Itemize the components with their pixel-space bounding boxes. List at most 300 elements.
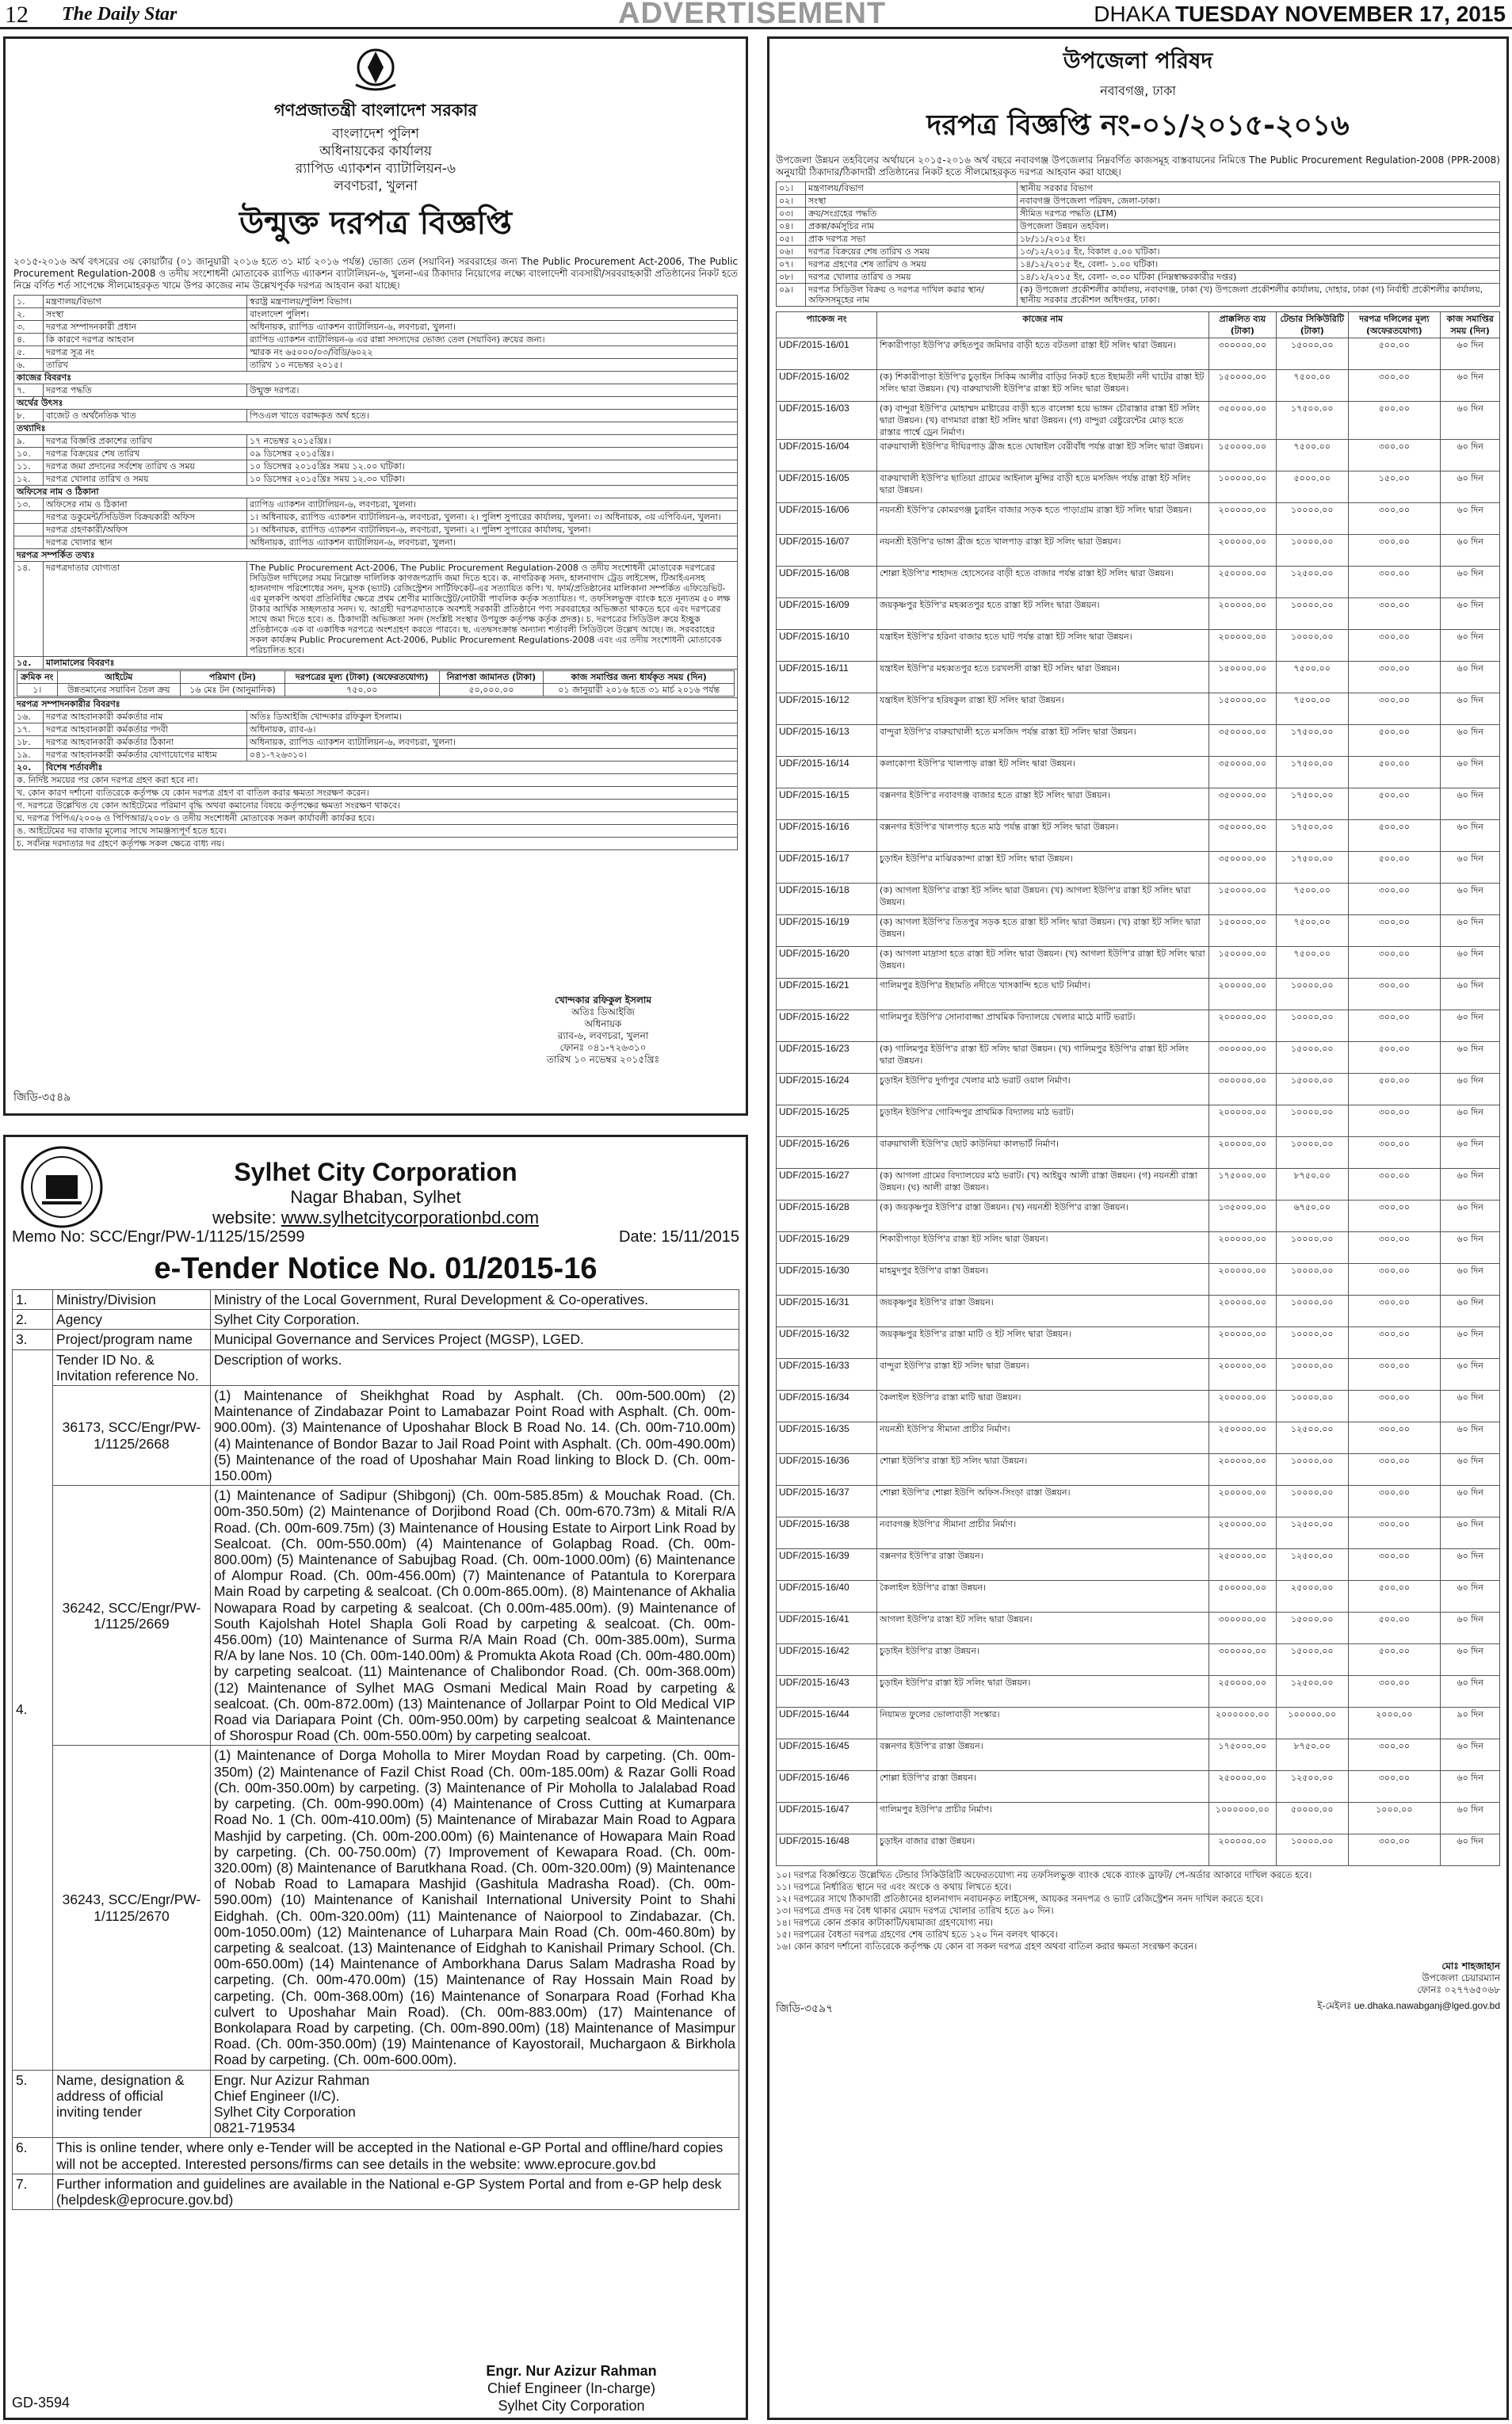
cell: প্রকল্প/কর্মসূচির নাম <box>806 220 1018 233</box>
package-cell: জয়কৃষ্ণপুর ইউপি'র রাস্তা মাটি ও ইট সলিং দ্বারা উন্নয়ন। <box>877 1327 1209 1359</box>
package-row <box>777 884 1500 915</box>
package-cell: ৩৫০০০০.০০ <box>1208 788 1276 820</box>
cell-num: ৮. <box>14 410 44 422</box>
package-cell: UDF/2015-16/26 <box>777 1137 877 1169</box>
package-cell: কৈলাইল ইউপি'র রাস্তা উন্নয়ন। <box>877 1581 1209 1613</box>
package-cell: UDF/2015-16/25 <box>777 1105 877 1137</box>
package-cell: ১০০০০.০০ <box>1277 535 1348 567</box>
cell: দরপত্র বিক্রয়ের শেষ তারিখ ও সময় <box>806 246 1018 258</box>
package-cell: UDF/2015-16/27 <box>777 1169 877 1201</box>
package-cell: UDF/2015-16/40 <box>777 1581 877 1613</box>
cell-num: ১১. <box>14 460 44 473</box>
package-cell: ৩০০.০০ <box>1348 1834 1441 1866</box>
package-cell: ২০০০০০.০০ <box>1208 1359 1276 1391</box>
package-row <box>777 440 1500 471</box>
package-cell: ৬০ দিন <box>1441 1264 1500 1296</box>
note-line: ১১। দরপত্রে নির্ধারিত স্থানে দর এবং অংকে ও কথায় লিখতে হবে। <box>776 1881 1012 1892</box>
package-cell: ২০০০০০.০০ <box>1208 1834 1276 1866</box>
package-cell: UDF/2015-16/19 <box>777 915 877 947</box>
cell: 3. <box>13 1330 53 1349</box>
cell: সীমিত দরপত্র পদ্ধতি (LTM) <box>1018 208 1500 220</box>
cell-num: ১৪. <box>14 562 44 657</box>
package-cell: ৬০ দিন <box>1441 725 1500 757</box>
cell: ০২। <box>777 195 806 208</box>
cell-value: উন্মুক্ত দরপত্র। <box>247 384 738 397</box>
package-cell: ৩০০.০০ <box>1348 503 1441 535</box>
cell-num: ১৬. <box>14 711 44 723</box>
package-cell: ৬০ দিন <box>1441 788 1500 820</box>
package-cell: ৬০ দিন <box>1441 1613 1500 1644</box>
tender-id: 36242, SCC/Engr/PW-1/1125/2669 <box>53 1486 211 1746</box>
package-cell: ৫০০.০০ <box>1348 1644 1441 1676</box>
cell: ০৬। <box>777 246 806 258</box>
cell: Ministry of the Local Government, Rural Development & Co-operatives. <box>211 1290 739 1310</box>
package-cell: ২৫০০০০.০০ <box>1208 1422 1276 1454</box>
special-condition: গ. দরপত্রে উল্লেখিত যে কোন আইটেমের পরিমাণ বৃদ্ধি অথবা কমানোর বিষয়ে কর্তৃপক্ষের ক্ষমতা সংরক্ষণ থাকবে। <box>14 800 738 812</box>
cell-value: ০৯ ডিসেম্বর ২০১৫খ্রিঃ। <box>247 448 738 460</box>
cell: দরপত্র খোলার তারিখ ও সময় <box>806 271 1018 284</box>
table-row <box>13 2174 739 2209</box>
package-cell: ৬০ দিন <box>1441 662 1500 693</box>
package-cell: ১৭৫০০.০০ <box>1277 852 1348 884</box>
package-cell: ৩০০.০০ <box>1348 440 1441 471</box>
package-cell: ১৩৫০০০.০০ <box>1208 1201 1276 1232</box>
package-row <box>777 979 1500 1010</box>
cell: মন্ত্রণালয়/বিভাগ <box>806 182 1018 195</box>
package-cell: ৬০ দিন <box>1441 1739 1500 1771</box>
cell: ০৯। <box>777 284 806 307</box>
package-cell: ১২৫০০.০০ <box>1277 1549 1348 1581</box>
package-cell: বক্সনগর ইউপি'র রাস্তা উন্নয়ন। <box>877 1739 1209 1771</box>
goods-header-cell: কাজ সমাপ্তির জন্য ধার্যকৃত সময় (দিন) <box>544 671 735 684</box>
section-heading <box>14 397 738 410</box>
upazila-package-table <box>776 311 1500 1866</box>
package-cell: ৫০০.০০ <box>1348 852 1441 884</box>
table-row <box>14 359 738 372</box>
package-row <box>777 1771 1500 1803</box>
package-cell: ৩০০.০০ <box>1348 1232 1441 1264</box>
package-cell: বান্দুরা ইউপি'র বারুয়াখালী হতে মসজিদ পর্যন্ত রাস্তা ইট সলিং দ্বারা উন্নয়ন। <box>877 725 1209 757</box>
package-cell: ৬০ দিন <box>1441 1359 1500 1391</box>
upazila-email[interactable]: ই-মেইলঃ ue.dhaka.nawabganj@lged.gov.bd <box>1317 2000 1500 2011</box>
table-row <box>14 723 738 736</box>
header-date-text: TUESDAY NOVEMBER 17, 2015 <box>1174 2 1506 26</box>
package-cell: বান্দুরা ইউপি'র রাস্তা ইট সলিং দ্বারা উন্নয়ন। <box>877 1359 1209 1391</box>
package-cell: ১২৫০০.০০ <box>1277 1676 1348 1708</box>
package-cell: ৩০০.০০ <box>1348 947 1441 979</box>
package-cell: আগলা ইউপি'র রাস্তা ইট সলিং দ্বারা উন্নয়ন। <box>877 1613 1209 1644</box>
package-cell: ৩০০.০০ <box>1348 1105 1441 1137</box>
package-cell: ৬০ দিন <box>1441 884 1500 915</box>
table-row <box>14 800 738 812</box>
special-condition: ঘ. দরপত্র পিপিএ/২০০৬ ও পিপিআর/২০০৮ ও তদীয় সংশোধনী মোতাবেক সকল কার্যাবলী কার্যকর হবে। <box>14 812 738 825</box>
package-cell: বক্সনগর ইউপি'র নবাবগঞ্জ বাজার হতে রাস্তা ইট সলিং দ্বারা উন্নয়ন। <box>877 788 1209 820</box>
goods-header-cell: পরিমাণ (টন) <box>181 671 285 684</box>
sig-line: Engr. Nur Azizur Rahman <box>486 2363 657 2379</box>
package-cell: শিকারীপাড়া ইউপি'র রাস্তা ইট সলিং দ্বারা উন্নয়ন। <box>877 1232 1209 1264</box>
special-condition: চ. সর্বনিম্ন দরদাতার দর গ্রহণে কর্তৃপক্ষ সকল ক্ষেত্রে বাধ্য নয়। <box>14 838 738 850</box>
package-row <box>777 788 1500 820</box>
package-cell: চুড়াইন ইউপি'র রাস্তা ইট সলিং দ্বারা উন্নয়ন। <box>877 1676 1209 1708</box>
package-cell: UDF/2015-16/34 <box>777 1391 877 1422</box>
cell: উপজেলা উন্নয়ন তহবিল। <box>1018 220 1500 233</box>
package-cell: ১০০০০.০০ <box>1277 1834 1348 1866</box>
package-cell: (ক) আগলা গ্রামের বিদ্যালয়ের মাঠ ভরাট। (খ) আইয়ুব আলী রাস্তা উন্নয়ন। (গ) নয়নশ্রী রাস্তা উন্নয়ন। (ঘ) আলী রাস্তা উন্নয়ন। <box>877 1169 1209 1201</box>
package-row <box>777 402 1500 440</box>
package-cell: ১৭৫০০.০০ <box>1277 757 1348 788</box>
cell: 5. <box>13 2070 53 2138</box>
package-row <box>777 1644 1500 1676</box>
package-cell: (ক) গালিমপুর ইউপি'র রাস্তা ইট সলিং দ্বারা উন্নয়ন। (খ) গালিমপুর ইউপি'র রাস্তা ইট সলিং দ্বারা উন্নয়ন। <box>877 1042 1209 1074</box>
package-cell: ৬০ দিন <box>1441 1232 1500 1264</box>
package-cell: ৬০ দিন <box>1441 567 1500 598</box>
package-cell: ৩০০.০০ <box>1348 693 1441 725</box>
package-cell: ১৫০০০.০০ <box>1277 1644 1348 1676</box>
rab-line-2: অধিনায়কের কার্যালয় <box>319 143 432 159</box>
cell-value: অধিনায়ক, র‌্যাপিড এ্যাকশন ব্যাটালিয়ন-৬, লবণচরা, খুলনা। <box>247 736 738 749</box>
package-cell: ৩০০.০০ <box>1348 1517 1441 1549</box>
section-title: তথ্যাদিঃ <box>14 422 738 435</box>
package-cell: ৩০০.০০ <box>1348 1739 1441 1771</box>
package-cell: ৫০০.০০ <box>1348 1613 1441 1644</box>
package-row <box>777 1105 1500 1137</box>
table-row <box>14 536 738 549</box>
package-header-cell: কাজ সমাপ্তির সময় (দিন) <box>1441 312 1500 338</box>
tender-row <box>13 1486 739 1746</box>
package-cell: ৩৫০০০০.০০ <box>1208 852 1276 884</box>
package-cell: UDF/2015-16/16 <box>777 820 877 852</box>
package-row <box>777 662 1500 693</box>
table-row <box>777 220 1500 233</box>
cell-label: দরপত্র জমা প্রদানের সর্বশেষ তারিখ ও সময় <box>44 460 247 473</box>
package-cell: UDF/2015-16/13 <box>777 725 877 757</box>
section-title: বিশেষ শর্তাবলীঃ <box>44 762 738 774</box>
package-cell: ৬০ দিন <box>1441 1296 1500 1327</box>
tender-id: 36173, SCC/Engr/PW-1/1125/2668 <box>53 1386 211 1486</box>
package-row <box>777 947 1500 979</box>
cell: প্রাক দরপত্র সভা <box>806 233 1018 246</box>
package-cell: ১০০০০.০০ <box>1277 1296 1348 1327</box>
cell-num: ৭. <box>14 384 44 397</box>
package-cell: নিয়ামত ফুলের ভোলাবাড়ী সংস্কার। <box>877 1708 1209 1739</box>
package-cell: ৬০ দিন <box>1441 1581 1500 1613</box>
table-row <box>14 410 738 422</box>
upazila-header <box>776 44 1500 151</box>
govt-title: গণপ্রজাতন্ত্রী বাংলাদেশ সরকার <box>273 101 478 120</box>
scc-tender-ad <box>3 1135 748 2420</box>
package-row <box>777 725 1500 757</box>
package-cell: ৬০ দিন <box>1441 598 1500 630</box>
cell-value: অধিনায়ক, র‌্যাব-৬। <box>247 723 738 736</box>
package-cell: ১২৫০০.০০ <box>1277 1422 1348 1454</box>
cell-value: ১৭ নভেম্বর ২০১৫খ্রিঃ। <box>247 435 738 448</box>
package-cell: ১৫০০০০.০০ <box>1208 947 1276 979</box>
package-cell: জয়কৃষ্ণপুর ইউপি'র মহব্বতপুর হতে রাস্তা ইট সলিং দ্বারা উন্নয়ন। <box>877 598 1209 630</box>
package-cell: ১৫০০০০.০০ <box>1208 370 1276 402</box>
cell-label: দরপত্র গ্রহণকারী/অফিস <box>44 524 247 536</box>
package-row <box>777 1454 1500 1486</box>
package-header-cell: টেন্ডার সিকিউরিটি (টাকা) <box>1277 312 1348 338</box>
package-cell: UDF/2015-16/24 <box>777 1074 877 1105</box>
package-cell: ৬০ দিন <box>1441 1201 1500 1232</box>
cell: ১৪/১২/২০১৫ ইং, বেলা- ১.০০ ঘটিকা। <box>1018 258 1500 271</box>
table-row <box>13 1330 739 1349</box>
package-cell: ১৫০০০.০০ <box>1277 338 1348 370</box>
upazila-ad-code: জিডি-৩৫৯৭ <box>776 2002 834 2015</box>
package-cell: UDF/2015-16/05 <box>777 471 877 503</box>
table-row <box>777 284 1500 307</box>
table-row <box>777 182 1500 195</box>
package-cell: ৫০০.০০ <box>1348 820 1441 852</box>
cell: 6. <box>13 2138 53 2174</box>
package-cell: ১৫০০০০.০০ <box>1208 915 1276 947</box>
section-heading <box>14 698 738 711</box>
package-cell: ২৫০০০০.০০ <box>1208 1676 1276 1708</box>
goods-header-cell: ক্রমিক নং <box>17 671 58 684</box>
package-cell: ২০০০০০.০০ <box>1208 1264 1276 1296</box>
package-cell: ৭৫০০.০০ <box>1277 440 1348 471</box>
package-cell: ৬০ দিন <box>1441 1644 1500 1676</box>
cell-num: ৪. <box>14 334 44 346</box>
tender-desc: (1) Maintenance of Sadipur (Shibgonj) (Ch. 00m-585.85m) & Mouchak Road. (Ch. 00m-350.50m) (2) Maintenance of Dorjibond Road (Ch. 00m-670.73m) & Mitali R/A Road. (Ch. 00m-609.75m) (3) Maintenance of Housing Estate to Airport Link Road by Sealcoat. (Ch. 00m-550.00m) (4) Maintenance of Golapbag Road. (Ch. 00m-800.00m) (5) Maintenance of Sabujbag Road. (Ch. 00m-1000.00m) (6) Maintenance of Alompur Road. (Ch. 00m-456.00m) (7) Maintenance of Patantula to Korerpara Main Road by carpeting & sealcoat. (Ch 0.00m-865.00m). (8) Maintenance of Akhalia Nowapara Road by carpeting & sealcoat. (Ch 0.00m-485.00m). (9) Maintenance of South Kajolshah Hotel Shapla Goli Road by carpeting & sealcoat. (Ch. 00m-456.00m) (10) Maintenance of Surma R/A Main Road (Ch. 00m-385.00m), Surma R/A by lane Nos. 10 (Ch. 00m-140.00m) & Promukta Akota Road (Ch. 00m-480.00m) by carpeting sealcoat. (11) Maintenance of Chalibondor Road. (Ch. 00m-368.00m) (12) Maintenance of Sylhet MAG Osmani Medical Main Road by carpeting & sealcoat. (Ch. 00m-872.00m) (13) Maintenance of Jollarpar Point to Old Medical VIP Road via Dariapara Point (Ch. 00m-950.00m) by carpeting sealcoat & Maintenance of Shorospur Road (Ch. 00m-550.00m) by carpeting sealcoat. <box>211 1486 739 1746</box>
package-cell: যন্ত্রাইল ইউপি'র মহব্বতপুর হতে চরখলসী রাস্তা ইট সলিং দ্বারা উন্নয়ন। <box>877 662 1209 693</box>
package-row <box>777 1549 1500 1581</box>
package-cell: UDF/2015-16/36 <box>777 1454 877 1486</box>
package-cell: ৩০০.০০ <box>1348 1359 1441 1391</box>
scc-signature <box>445 2362 698 2414</box>
package-cell: ৩৫০০০০.০০ <box>1208 402 1276 440</box>
package-cell: ১০০০০০.০০ <box>1277 1708 1348 1739</box>
package-cell: ১৫০.০০ <box>1348 471 1441 503</box>
table-row <box>14 473 738 486</box>
package-cell: ৫০০.০০ <box>1348 1042 1441 1074</box>
package-cell: ২০০০০০.০০ <box>1208 1296 1276 1327</box>
package-cell: ৩০০০০০.০০ <box>1208 1613 1276 1644</box>
cell-value: বাংলাদেশ পুলিশ। <box>247 308 738 321</box>
package-cell: ৬০ দিন <box>1441 338 1500 370</box>
cell-value: ১। অধিনায়ক, র‌্যাপিড এ্যাকশন ব্যাটালিয়ন-৬, লবণচরা, খুলনা। ২। পুলিশ সুপারের কার্যালয়, খুলনা। ৩। অধিনায়ক, ৩য় এপিবিএন, খুলনা। <box>247 511 738 524</box>
sig-line: র‌্যাব-৬, লবণচরা, খুলনা <box>557 1030 649 1041</box>
upazila-signature <box>776 1960 1500 1996</box>
package-cell: ১৫০০০০.০০ <box>1208 662 1276 693</box>
package-row <box>777 1169 1500 1201</box>
package-cell: ৩০০.০০ <box>1348 1771 1441 1803</box>
package-row <box>777 1359 1500 1391</box>
package-cell: ৩০০.০০ <box>1348 1296 1441 1327</box>
cell: দরপত্র সিডিউল বিক্রয় ও দরপত্র দাখিল করার স্থান/অফিসসমূহের নাম <box>806 284 1018 307</box>
table-row <box>777 271 1500 284</box>
package-row <box>777 1676 1500 1708</box>
package-row <box>777 1803 1500 1834</box>
package-cell: UDF/2015-16/12 <box>777 693 877 725</box>
package-cell: জয়কৃষ্ণপুর ইউপি'র রাস্তা উন্নয়ন। <box>877 1296 1209 1327</box>
special-condition: ক. নির্দিষ্ট সময়ের পর কোন দরপত্র গ্রহণ করা হবে না। <box>14 774 738 787</box>
package-cell: বক্সনগর ইউপি'র রাস্তা উন্নয়ন। <box>877 1549 1209 1581</box>
table-row <box>13 1290 739 1310</box>
package-cell: ৩০০০০০.০০ <box>1208 1074 1276 1105</box>
package-cell: ৫০০.০০ <box>1348 757 1441 788</box>
package-row <box>777 1422 1500 1454</box>
cell: ১৩/১২/২০১৫ ইং, বিকাল ৫.০০ ঘটিকা। <box>1018 246 1500 258</box>
package-cell: ১০০০০.০০ <box>1277 1486 1348 1517</box>
package-cell: ২০০০০০.০০ <box>1208 979 1276 1010</box>
table-row <box>14 308 738 321</box>
package-cell: ৬০ দিন <box>1441 630 1500 662</box>
package-cell: ৩৫০০০০.০০ <box>1208 757 1276 788</box>
section-heading <box>14 762 738 774</box>
package-cell: ৩০০.০০ <box>1348 979 1441 1010</box>
package-cell: ২০০০০০.০০ <box>1208 598 1276 630</box>
package-cell: বারুয়াখালী ইউপি'র দীঘিরপাড় ব্রীজ হতে ঘোষাইল বেরীবাঁধ পর্যন্ত রাস্তা ইট সলিং দ্বারা উন্নয়ন। <box>877 440 1209 471</box>
package-cell: UDF/2015-16/35 <box>777 1422 877 1454</box>
scc-website-link[interactable]: www.sylhetcitycorporationbd.com <box>281 1208 540 1227</box>
cell: This is online tender, where only e-Tender will be accepted in the National e-GP Portal and offline/hard copies will not be accepted. Interested persons/firms can see details in the website: www.eprocure.gov.bd <box>53 2138 739 2174</box>
package-row <box>777 338 1500 370</box>
package-cell: চুড়াইন ইউপি'র মাঝিরকান্দা রাস্তা ইট সলিং দ্বারা উন্নয়ন। <box>877 852 1209 884</box>
cell: ০৫। <box>777 233 806 246</box>
package-cell: UDF/2015-16/04 <box>777 440 877 471</box>
cell: ০৪। <box>777 220 806 233</box>
package-cell: মাহমুদপুর ইউপি'র রাস্তা উন্নয়ন। <box>877 1264 1209 1296</box>
rab-notice-title: উন্মুক্ত দরপত্র বিজ্ঞপ্তি <box>239 205 512 242</box>
package-cell: ২০০০০০.০০ <box>1208 1137 1276 1169</box>
package-cell: UDF/2015-16/20 <box>777 947 877 979</box>
package-cell: ৬০ দিন <box>1441 370 1500 402</box>
package-cell: চুড়াইন ইউপি'র গোবিন্দপুর প্রাথমিক বিদ্যালয় মাঠ ভরাট। <box>877 1105 1209 1137</box>
package-cell: ৩৫০০০০.০০ <box>1208 725 1276 757</box>
package-cell: ৬৭৫০.০০ <box>1277 1201 1348 1232</box>
rab-signature <box>484 994 722 1066</box>
package-cell: ৩০০.০০ <box>1348 1327 1441 1359</box>
section-heading <box>14 657 738 670</box>
package-cell: ৭৫০০.০০ <box>1277 370 1348 402</box>
sig-line: Sylhet City Corporation <box>498 2398 645 2414</box>
package-cell: UDF/2015-16/45 <box>777 1739 877 1771</box>
package-cell: ২০০০.০০ <box>1348 1708 1441 1739</box>
package-cell: ৭৫০০.০০ <box>1277 947 1348 979</box>
package-header-cell: প্রাক্কলিত ব্যয় (টাকা) <box>1208 312 1276 338</box>
cell: Engr. Nur Azizur Rahman Chief Engineer (I/C). Sylhet City Corporation 0821-719534 <box>211 2070 739 2138</box>
scc-date: Date: 15/11/2015 <box>619 1228 739 1246</box>
package-cell: নয়নশ্রী ইউপি'র কোমরগঞ্জ চুরাইন বাজার সড়ক হতে পাড়াগ্রাম রাস্তা ইট সলিং দ্বারা উন্নয়ন। <box>877 503 1209 535</box>
table-row <box>14 749 738 762</box>
package-cell: ১০০০০.০০ <box>1277 1232 1348 1264</box>
goods-table <box>17 670 735 697</box>
cell-label: দরপত্র সূত্র নং <box>44 346 247 359</box>
table-row <box>14 511 738 524</box>
cell-value: র‌্যাপিড এ্যাকশন ব্যাটালিয়ন-৬ এর রান্না সদস্যদের ভোজ্য তেল (সয়াবিন) ক্রয়ের জন্য। <box>247 334 738 346</box>
package-cell: UDF/2015-16/03 <box>777 402 877 440</box>
cell-value: ০৪১-৭২৬৩১০। <box>247 749 738 762</box>
cell-label: দরপত্র আহবানকারী কর্মকর্তার ঠিকানা <box>44 736 247 749</box>
special-condition: ঙ. আইটেমের দর বাজার মূল্যের সাথে সামঞ্জস্যপূর্ণ হতে হবে। <box>14 825 738 838</box>
scc-memo: Memo No: SCC/Engr/PW-1/1125/15/2599 <box>12 1228 305 1246</box>
section-heading <box>14 422 738 435</box>
package-cell: UDF/2015-16/11 <box>777 662 877 693</box>
package-cell: ১০০০০.০০ <box>1277 1137 1348 1169</box>
cell: Sylhet City Corporation. <box>211 1310 739 1330</box>
scc-logo-icon <box>18 1143 105 1231</box>
scc-memo-row <box>12 1228 739 1247</box>
section-title: অর্থের উৎসঃ <box>14 397 738 410</box>
package-cell: ২০০০০০.০০ <box>1208 630 1276 662</box>
package-cell: ৭৫০০.০০ <box>1277 662 1348 693</box>
goods-cell: ১। <box>17 684 58 697</box>
upazila-notes <box>776 1869 1500 1953</box>
goods-wrapper <box>14 670 738 698</box>
cell: Municipal Governance and Services Project (MGSP), LGED. <box>211 1330 739 1349</box>
section-label: ADVERTISEMENT <box>618 0 887 30</box>
package-header-cell: কাজের নাম <box>877 312 1209 338</box>
package-cell: ২০০০০০.০০ <box>1208 1010 1276 1042</box>
package-cell: UDF/2015-16/14 <box>777 757 877 788</box>
package-cell: ৩০০.০০ <box>1348 915 1441 947</box>
goods-cell: ৭৫০.০০ <box>284 684 439 697</box>
package-row <box>777 1613 1500 1644</box>
cell: (ক) উপজেলা প্রকৌশলীর কার্যালয়, নবাবগঞ্জ, ঢাকা (খ) উপজেলা প্রকৌশলীর কার্যালয়, দোহার, ঢাকা (গ) নির্বাহী প্রকৌশলীর কার্যালয়, স্থানীয় সরকার প্রকৌশল অধিদপ্তর, ঢাকা। <box>1018 284 1500 307</box>
package-cell: UDF/2015-16/43 <box>777 1676 877 1708</box>
package-cell: ৩০০.০০ <box>1348 370 1441 402</box>
cell-label: কি কারণে দরপত্র আহবান <box>44 334 247 346</box>
package-cell: UDF/2015-16/29 <box>777 1232 877 1264</box>
rab-intro: ২০১৫-২০১৬ অর্থ বৎসরের ৩য় কোয়ার্টার (০১ জানুয়ারী ২০১৬ হতে ৩১ মার্চ ২০১৬ পর্যন্ত) ভোজ্য তেল (সয়াবিন) সরবরাহের জন্য The Public Procurement Act-2006, The Public Procurement Regulation-2008 ও তদীয় সংশোধনী মোতাবেক র‌্যাপিড এ্যাকশন ব্যাটালিয়ন-৬, খুলনা-এর ঠিকাদার নিয়োগের লক্ষ্যে বাংলাদেশী ব্যবসায়ী/সরবরাহকারী প্রতিষ্ঠানের নিকট হতে নিম্নে বর্ণিত শর্ত সাপেক্ষে সীলমোহরকৃত খামে উপর কাজের নাম উল্লেখপূর্বক দরপত্র আহবান করা যাচ্ছে। <box>13 256 738 291</box>
package-cell: ২০০০০০০.০০ <box>1208 1708 1276 1739</box>
package-cell: UDF/2015-16/42 <box>777 1644 877 1676</box>
table-row <box>14 384 738 397</box>
cell-value: অতিঃ ডিআইজি খোন্দকার রফিকুল ইসলাম। <box>247 711 738 723</box>
cell-label: দরপত্র বিক্রয়ের শেষ তারিখ <box>44 448 247 460</box>
sig-line: উপজেলা চেয়ারম্যান <box>1422 1972 1500 1983</box>
table-row <box>14 346 738 359</box>
table-row <box>14 670 738 698</box>
package-header-row <box>777 312 1500 338</box>
package-cell: ১৫০০০.০০ <box>1277 1074 1348 1105</box>
cell: 2. <box>13 1310 53 1330</box>
table-row <box>14 334 738 346</box>
cell-value: ১। অধিনায়ক, র‌্যাপিড এ্যাকশন ব্যাটালিয়ন-৬, লবণচরা, খুলনা। ২। পুলিশ সুপারের কার্যালয়, খুলনা। <box>247 524 738 536</box>
package-cell: ৬০ দিন <box>1441 1834 1500 1866</box>
cell: দরপত্র গ্রহণের শেষ তারিখ ও সময় <box>806 258 1018 271</box>
cell-num: ১৭. <box>14 723 44 736</box>
package-row <box>777 757 1500 788</box>
rab-header <box>13 44 738 251</box>
package-cell: ৬০ দিন <box>1441 915 1500 947</box>
page-number: 12 <box>5 2 29 28</box>
package-cell: ১০০০০.০০ <box>1277 598 1348 630</box>
package-cell: ১২৫০০.০০ <box>1277 1771 1348 1803</box>
package-cell: ৭৫০০.০০ <box>1277 693 1348 725</box>
package-cell: ৬০ দিন <box>1441 1454 1500 1486</box>
package-cell: ১০০০০.০০ <box>1277 1359 1348 1391</box>
package-cell: ১০০০০.০০ <box>1277 1391 1348 1422</box>
package-cell: যন্ত্রাইল ইউপি'র হরিনা বাজার হতে ঘাট পর্যন্ত রাস্তা ইট সলিং দ্বারা উন্নয়ন। <box>877 630 1209 662</box>
note-line: ১৬। কোন কারণ দর্শানো ব্যতিরেকে কর্তৃপক্ষ যে কোন বা সকল দরপত্র গ্রহণ অথবা বাতিল করার ক্ষমতা সংরক্ষণ করেন। <box>776 1941 1197 1952</box>
package-cell: ৬০ দিন <box>1441 979 1500 1010</box>
cell-label: দরপত্র ডকুমেন্ট/সিডিউল বিক্রয়কারী অফিস <box>44 511 247 524</box>
cell-label: দরপত্র খোলার তারিখ ও সময় <box>44 473 247 486</box>
sig-line: তারিখ ১০ নভেম্বর ২০১৫খ্রিঃ <box>547 1054 659 1065</box>
package-cell: ২৫০০০০.০০ <box>1208 567 1276 598</box>
package-row <box>777 503 1500 535</box>
package-row <box>777 1517 1500 1549</box>
package-cell: ৬০ দিন <box>1441 471 1500 503</box>
table-row <box>777 208 1500 220</box>
package-cell: ৭৫০০.০০ <box>1277 915 1348 947</box>
cell-value: অধিনায়ক, র‌্যাপিড এ্যাকশন ব্যাটালিয়ন-৬, লবণচরা, খুলনা। <box>247 536 738 549</box>
cell-label: অফিসের নাম ও ঠিকানা <box>44 498 247 511</box>
goods-header-cell: দরপত্রের মূল্য (টাকা) (অফেরতযোগ্য) <box>284 671 439 684</box>
special-condition: খ. কোন কারণ দর্শানো ব্যতিরেকে কর্তৃপক্ষ যে কোন দরপত্র গ্রহণ বা বাতিল করার ক্ষমতা সংরক্ষণ করেন। <box>14 787 738 800</box>
